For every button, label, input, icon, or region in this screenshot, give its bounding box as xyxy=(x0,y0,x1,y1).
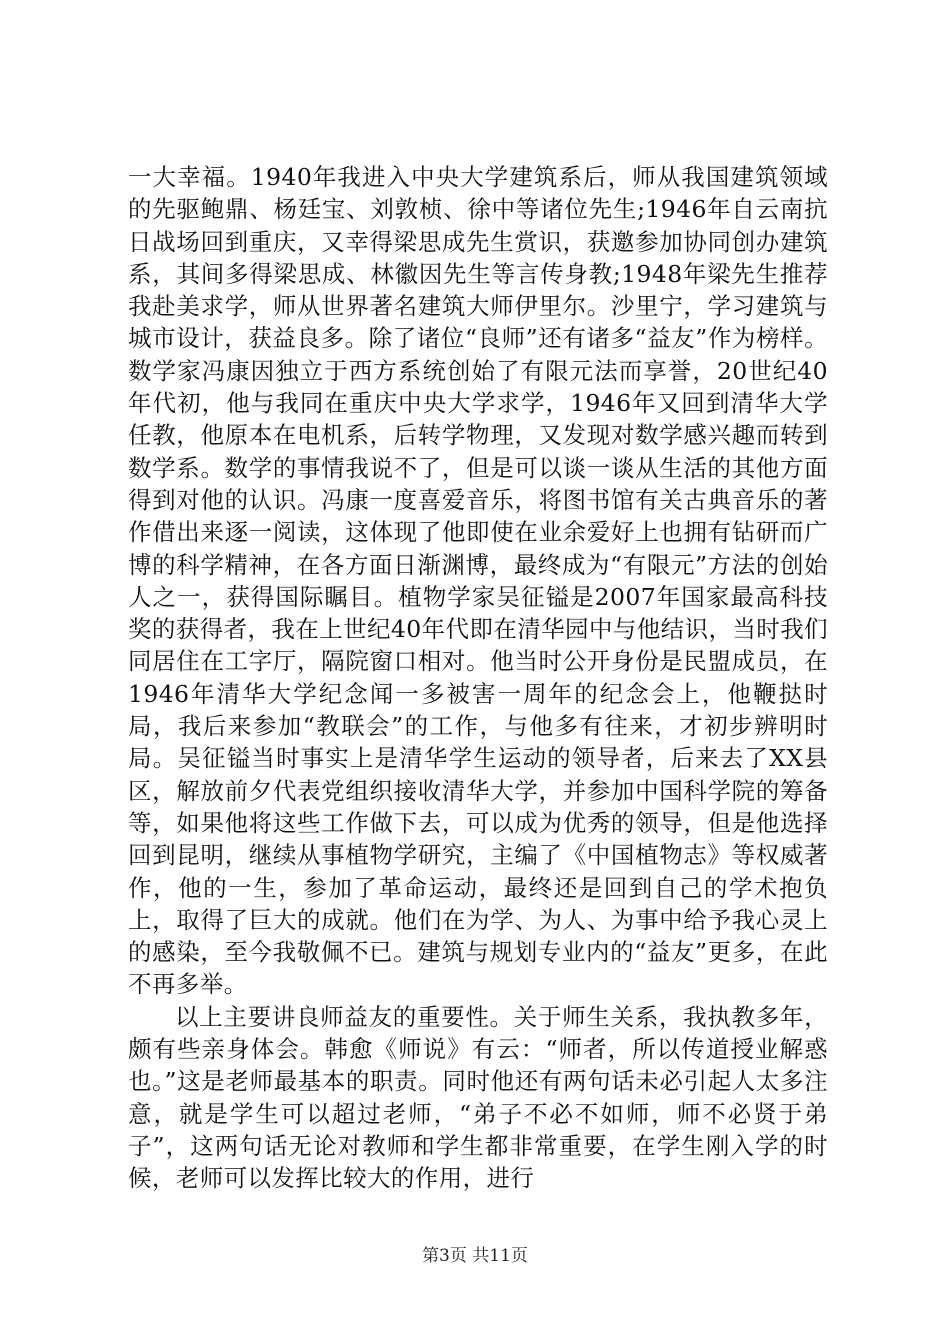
page-footer: 第3页 共11页 xyxy=(422,1246,528,1266)
document-body xyxy=(128,161,828,1195)
paragraph-1: 一大幸福。1940年我进入中央大学建筑系后，师从我国建筑领域的先驱鲍鼎、杨廷宝、刘敦桢、徐中等诸位先生;1946年自云南抗日战场回到重庆，又幸得梁思成先生赏识，获邀参加协同创办建筑系，其间多得梁思成、林徽因先生等言传身教;1948年梁先生推荐我赴美求学，师从世界著名建筑大师伊里尔。沙里宁，学习建筑与城市设计，获益良多。除了诸位“良师”还有诸多“益友”作为榜样。数学家冯康因独立于西方系统创始了有限元法而享誉，20世纪40年代初，他与我同在重庆中央大学求学，1946年又回到清华大学任教，他原本在电机系，后转学物理，又发现对数学感兴趣而转到数学系。数学的事情我说不了，但是可以谈一谈从生活的其他方面得到对他的认识。冯康一度喜爱音乐，将图书馆有关古典音乐的著作借出来逐一阅读，这体现了他即使在业余爱好上也拥有钻研而广博的科学精神，在各方面日渐渊博，最终成为“有限元”方法的创始人之一，获得国际瞩目。植物学家吴征镒是2007年国家最高科技奖的获得者，我在上世纪40年代即在清华园中与他结识，当时我们同居住在工字厅，隔院窗口相对。他当时公开身份是民盟成员，在1946年清华大学纪念闻一多被害一周年的纪念会上，他鞭挞时局，我后来参加“教联会”的工作，与他多有往来，才初步辨明时局。吴征镒当时事实上是清华学生运动的领导者，后来去了XX县区，解放前夕代表党组织接收清华大学，并参加中国科学院的筹备等，如果他将这些工作做下去，可以成为优秀的领导，但是他选择回到昆明，继续从事植物学研究，主编了《中国植物志》等权威著作，他的一生，参加了革命运动，最终还是回到自己的学术抱负上，取得了巨大的成就。他们在为学、为人、为事中给予我心灵上的感染，至今我敬佩不已。建筑与规划专业内的“益友”更多，在此不再多举。 xyxy=(128,163,828,999)
paragraph-2: 以上主要讲良师益友的重要性。关于师生关系，我执教多年，颇有些亲身体会。韩愈《师说》有云：“师者，所以传道授业解惑也。”这是老师最基本的职责。同时他还有两句话未必引起人太多注意，就是学生可以超过老师，“弟子不必不如师，师不必贤于弟子”，这两句话无论对教师和学生都非常重要，在学生刚入学的时候，老师可以发挥比较大的作用，进行 xyxy=(128,1002,828,1193)
